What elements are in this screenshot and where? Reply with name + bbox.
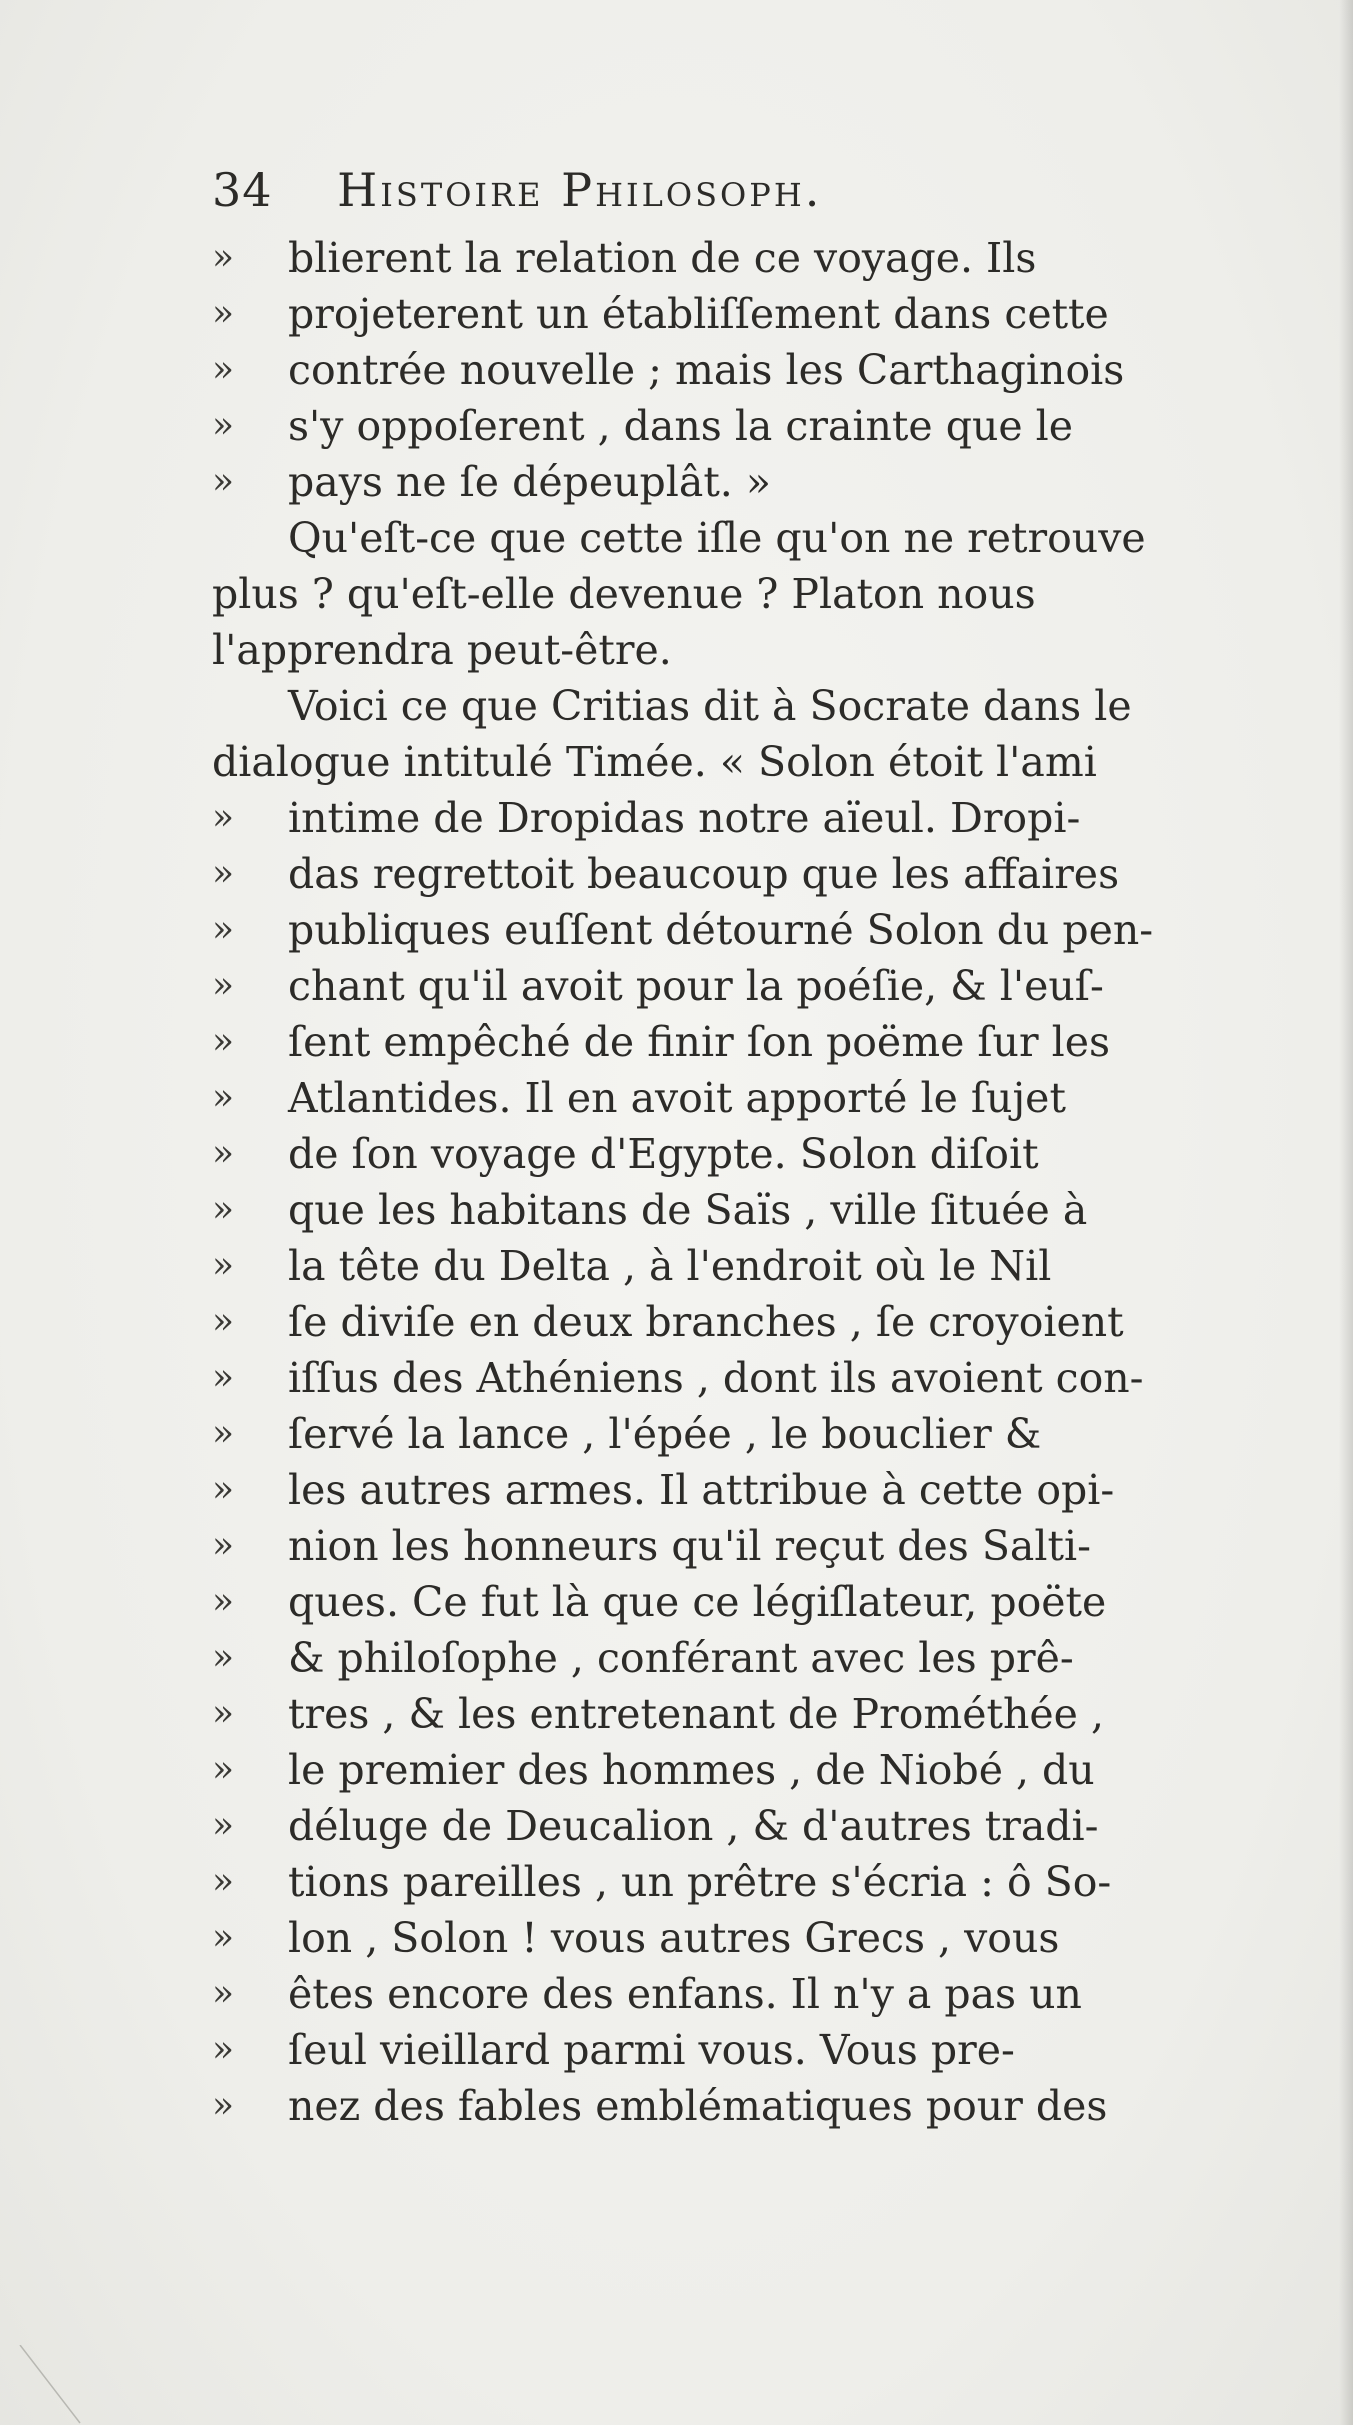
line-text: contrée nouvelle ; mais les Carthaginois	[288, 346, 1125, 394]
text-line	[212, 1630, 1282, 1686]
line-text: das regrettoit beaucoup que les affaires	[288, 850, 1120, 898]
quotation-mark: »	[212, 1917, 235, 1958]
quotation-mark: »	[212, 349, 235, 390]
line-text: lon , Solon ! vous autres Grecs , vous	[288, 1914, 1060, 1962]
text-line	[212, 958, 1282, 1014]
line-text: êtes encore des enfans. Il n'y a pas un	[288, 1970, 1082, 2018]
text-line	[212, 1854, 1282, 1910]
quotation-mark: »	[212, 405, 235, 446]
text-line	[212, 2022, 1282, 2078]
quotation-mark: »	[212, 237, 235, 278]
line-text: nez des fables emblématiques pour des	[288, 2082, 1108, 2130]
text-line	[212, 1182, 1282, 1238]
quotation-mark: »	[212, 1189, 235, 1230]
page-header	[212, 160, 1272, 220]
line-text: chant qu'il avoit pour la poéſie, & l'euſ-	[288, 962, 1104, 1010]
text-line	[212, 286, 1282, 342]
line-text: ques. Ce fut là que ce légiſlateur, poëte	[288, 1578, 1107, 1626]
quotation-mark: »	[212, 293, 235, 334]
line-text: les autres armes. Il attribue à cette opi-	[288, 1466, 1115, 1514]
line-text: publiques euſſent détourné Solon du pen-	[288, 906, 1154, 954]
line-text: intime de Dropidas notre aïeul. Dropi-	[288, 794, 1081, 842]
line-text: de ſon voyage d'Egypte. Solon diſoit	[288, 1130, 1039, 1178]
quotation-mark: »	[212, 1861, 235, 1902]
text-line	[212, 1742, 1282, 1798]
text-line	[212, 902, 1282, 958]
line-text: déluge de Deucalion , & d'autres tradi-	[288, 1802, 1099, 1850]
text-line	[212, 1798, 1282, 1854]
line-text: tres , & les entretenant de Prométhée ,	[288, 1690, 1104, 1738]
line-text: l'apprendra peut-être.	[212, 626, 672, 674]
line-text: ſervé la lance , l'épée , le bouclier &	[288, 1410, 1042, 1458]
quotation-mark: »	[212, 1805, 235, 1846]
quotation-mark: »	[212, 965, 235, 1006]
text-line	[212, 1966, 1282, 2022]
text-line	[212, 1462, 1282, 1518]
quotation-mark: »	[212, 1077, 235, 1118]
text-line	[212, 230, 1282, 286]
text-line	[212, 342, 1282, 398]
line-text: Qu'eſt-ce que cette iſle qu'on ne retrouve	[288, 514, 1146, 562]
line-text: pays ne ſe dépeuplât. »	[288, 458, 771, 506]
text-line	[212, 566, 1282, 622]
paper-crease-mark	[0, 2345, 90, 2425]
text-line	[212, 1294, 1282, 1350]
text-line	[212, 1910, 1282, 1966]
text-line	[212, 1070, 1282, 1126]
line-text: la tête du Delta , à l'endroit où le Nil	[288, 1242, 1052, 1290]
quotation-mark: »	[212, 1413, 235, 1454]
text-line	[212, 1518, 1282, 1574]
line-text: ſe diviſe en deux branches , ſe croyoient	[288, 1298, 1124, 1346]
line-text: blierent la relation de ce voyage. Ils	[288, 234, 1037, 282]
quotation-mark: »	[212, 1525, 235, 1566]
line-text: projeterent un établiſſement dans cette	[288, 290, 1109, 338]
text-line	[212, 622, 1282, 678]
line-text: ſent empêché de finir ſon poëme ſur les	[288, 1018, 1111, 1066]
line-text: ſeul vieillard parmi vous. Vous pre-	[288, 2026, 1015, 2074]
quotation-mark: »	[212, 1749, 235, 1790]
text-line	[212, 1686, 1282, 1742]
quotation-mark: »	[212, 797, 235, 838]
text-line	[212, 510, 1282, 566]
text-line	[212, 1014, 1282, 1070]
text-line	[212, 1238, 1282, 1294]
line-text: Atlantides. Il en avoit apporté le ſujet	[288, 1074, 1066, 1122]
quotation-mark: »	[212, 1133, 235, 1174]
text-line	[212, 678, 1282, 734]
quotation-mark: »	[212, 461, 235, 502]
body-text	[212, 230, 1282, 2134]
quotation-mark: »	[212, 1973, 235, 2014]
line-text: & philoſophe , conférant avec les prê-	[288, 1634, 1074, 1682]
quotation-mark: »	[212, 1245, 235, 1286]
quotation-mark: »	[212, 1469, 235, 1510]
text-line	[212, 846, 1282, 902]
quotation-mark: »	[212, 1693, 235, 1734]
quotation-mark: »	[212, 1637, 235, 1678]
quotation-mark: »	[212, 1301, 235, 1342]
text-line	[212, 454, 1282, 510]
text-line	[212, 734, 1282, 790]
line-text: iſſus des Athéniens , dont ils avoient con-	[288, 1354, 1144, 1402]
quotation-mark: »	[212, 853, 235, 894]
line-text: nion les honneurs qu'il reçut des Salti-	[288, 1522, 1091, 1570]
page-edge-shadow	[1339, 0, 1353, 2425]
quotation-mark: »	[212, 2085, 235, 2126]
line-text: tions pareilles , un prêtre s'écria : ô So-	[288, 1858, 1112, 1906]
line-text: s'y oppoſerent , dans la crainte que le	[288, 402, 1074, 450]
line-text: le premier des hommes , de Niobé , du	[288, 1746, 1095, 1794]
quotation-mark: »	[212, 1581, 235, 1622]
page-number: 34	[212, 163, 273, 217]
running-title: Histoire Philosoph.	[337, 163, 823, 217]
line-text: Voici ce que Critias dit à Socrate dans le	[288, 682, 1132, 730]
line-text: plus ? qu'eſt-elle devenue ? Platon nous	[212, 570, 1036, 618]
text-line	[212, 790, 1282, 846]
text-line	[212, 1406, 1282, 1462]
quotation-mark: »	[212, 2029, 235, 2070]
line-text: que les habitans de Saïs , ville ſituée à	[288, 1186, 1088, 1234]
text-line	[212, 2078, 1282, 2134]
quotation-mark: »	[212, 1357, 235, 1398]
text-line	[212, 1350, 1282, 1406]
quotation-mark: »	[212, 909, 235, 950]
text-line	[212, 1126, 1282, 1182]
text-line	[212, 1574, 1282, 1630]
line-text: dialogue intitulé Timée. « Solon étoit l'ami	[212, 738, 1097, 786]
quotation-mark: »	[212, 1021, 235, 1062]
text-line	[212, 398, 1282, 454]
